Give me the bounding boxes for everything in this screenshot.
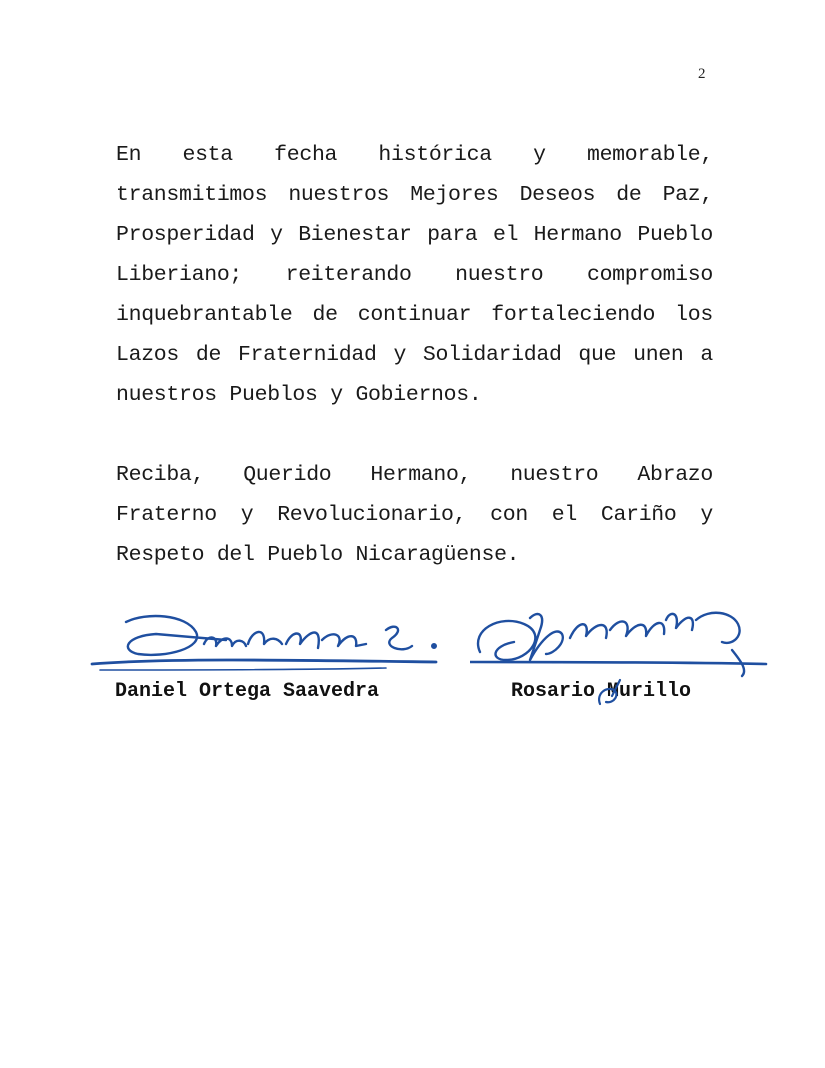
- signer-name-left: Daniel Ortega Saavedra: [115, 680, 380, 703]
- signer-name-right: Rosario Murillo: [511, 680, 692, 703]
- signature-left-image: [86, 600, 442, 680]
- body-paragraph-1: En esta fecha histórica y memorable, transmitimos nuestros Mejores Deseos de Paz, Prosperidad y Bienestar para el Hermano Pueblo Liberiano; reiterando nuestro compromiso inquebrantable de continuar fortaleciendo los Lazos de Fraternidad y Solidaridad que unen a nuestros Pueblos y Gobiernos.: [116, 143, 713, 407]
- signature-right-overlay-stroke: [594, 676, 624, 710]
- body-paragraph-2: Reciba, Querido Hermano, nuestro Abrazo Fraterno y Revolucionario, con el Cariño y Respeto del Pueblo Nicaragüense.: [116, 463, 713, 567]
- signature-right-image: [470, 590, 770, 690]
- page-number: 2: [698, 66, 706, 82]
